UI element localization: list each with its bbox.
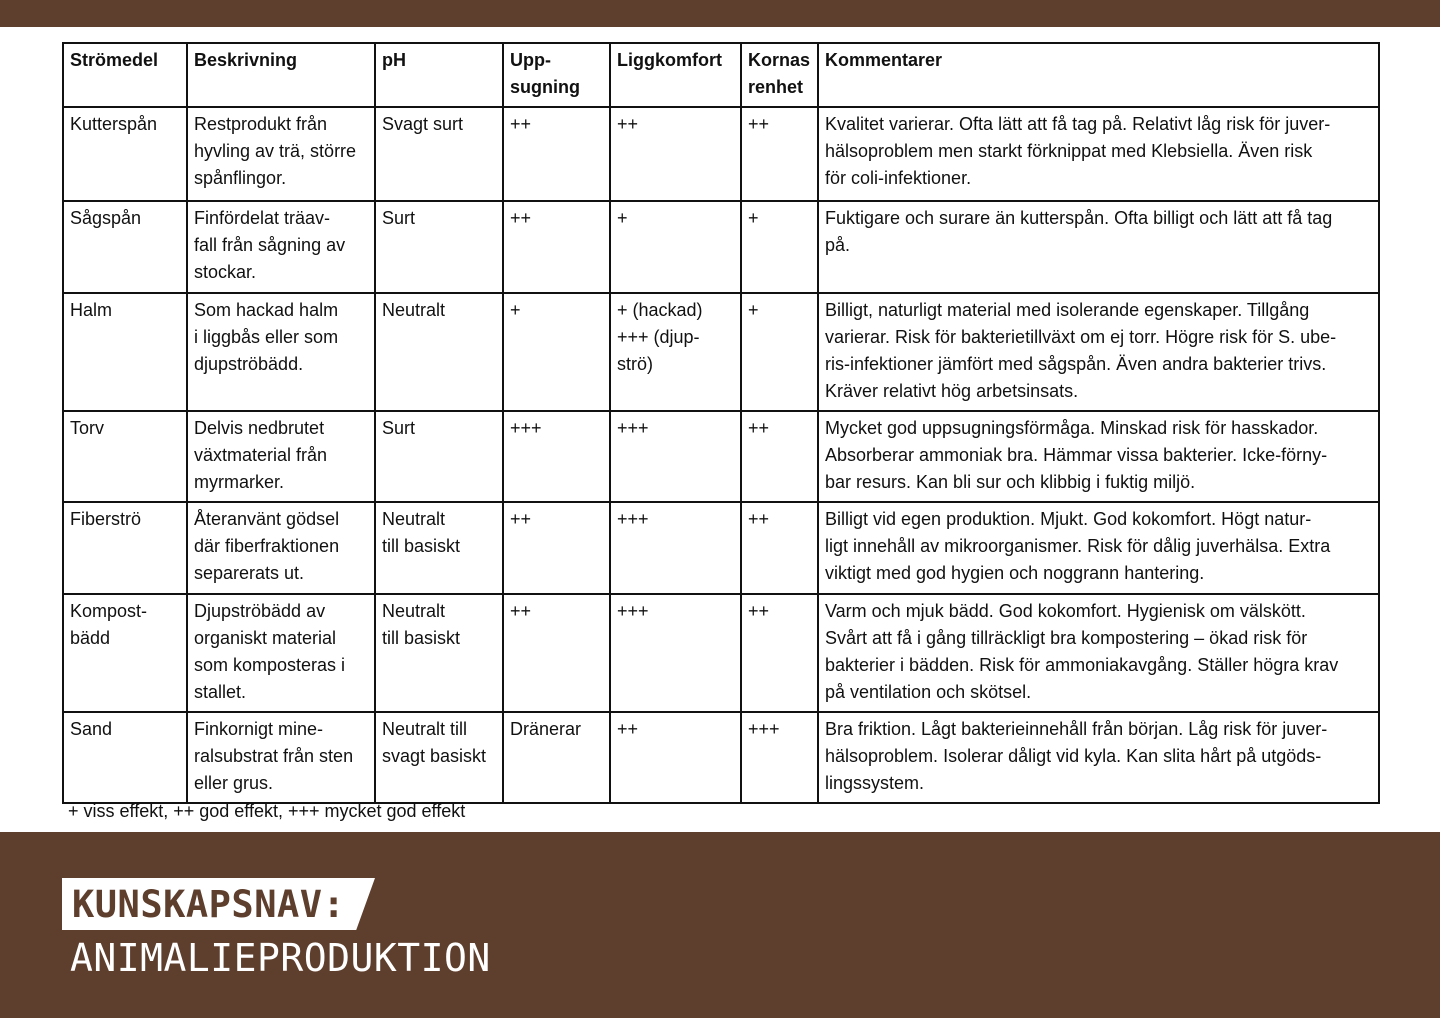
cell-kommentarer: Billigt, naturligt material med isolerande egenskaper. Tillgång varierar. Risk för bakterietillväxt om ej torr. Högre risk för S. ube- ris-infektioner jämfört med sågspån. Även andra bakterier trivs. Kräver relativt hög arbetsinsats. bbox=[818, 293, 1379, 411]
cell-beskrivning: Finfördelat träav- fall från sågning av stockar. bbox=[187, 201, 375, 293]
cell-kommentarer: Varm och mjuk bädd. God kokomfort. Hygienisk om välskött. Svårt att få i gång tillräckligt bra kompostering – ökad risk för bakterier i bädden. Risk för ammoniakavgång. Ställer högra krav på ventilation och skötsel. bbox=[818, 594, 1379, 712]
cell-liggkomfort: + bbox=[610, 201, 741, 293]
cell-kornas-renhet: + bbox=[741, 201, 818, 293]
cell-stromedel: Halm bbox=[63, 293, 187, 411]
cell-kommentarer: Mycket god uppsugningsförmåga. Minskad risk för hasskador. Absorberar ammoniak bra. Hämmar vissa bakterier. Icke-förny- bar resurs. Kan bli sur och klibbig i fuktig miljö. bbox=[818, 411, 1379, 502]
cell-stromedel: Torv bbox=[63, 411, 187, 502]
cell-kornas-renhet: ++ bbox=[741, 594, 818, 712]
cell-liggkomfort: +++ bbox=[610, 411, 741, 502]
table-header-row bbox=[63, 43, 1379, 107]
header-beskrivning: Beskrivning bbox=[187, 43, 375, 107]
cell-beskrivning: Finkornigt mine- ralsubstrat från sten eller grus. bbox=[187, 712, 375, 803]
brand-subtitle: ANIMALIEPRODUKTION bbox=[70, 936, 491, 980]
cell-kornas-renhet: ++ bbox=[741, 107, 818, 201]
cell-stromedel: Kutterspån bbox=[63, 107, 187, 201]
cell-uppsugning: ++ bbox=[503, 594, 610, 712]
cell-uppsugning: ++ bbox=[503, 502, 610, 594]
table-row bbox=[63, 594, 1379, 712]
cell-uppsugning: +++ bbox=[503, 411, 610, 502]
cell-liggkomfort: +++ bbox=[610, 502, 741, 594]
header-ph: pH bbox=[375, 43, 503, 107]
header-uppsugning: Upp- sugning bbox=[503, 43, 610, 107]
cell-kornas-renhet: + bbox=[741, 293, 818, 411]
cell-kommentarer: Kvalitet varierar. Ofta lätt att få tag på. Relativt låg risk för juver- hälsoproblem men starkt förknippat med Klebsiella. Även risk för coli-infektioner. bbox=[818, 107, 1379, 201]
cell-ph: Neutralt bbox=[375, 293, 503, 411]
cell-kornas-renhet: ++ bbox=[741, 411, 818, 502]
cell-kornas-renhet: +++ bbox=[741, 712, 818, 803]
table-row bbox=[63, 201, 1379, 293]
table-row bbox=[63, 107, 1379, 201]
cell-stromedel: Sågspån bbox=[63, 201, 187, 293]
cell-kommentarer: Fuktigare och surare än kutterspån. Ofta billigt och lätt att få tag på. bbox=[818, 201, 1379, 293]
header-kornas-renhet: Kornas renhet bbox=[741, 43, 818, 107]
table-row bbox=[63, 411, 1379, 502]
cell-beskrivning: Djupströbädd av organiskt material som komposteras i stallet. bbox=[187, 594, 375, 712]
cell-ph: Svagt surt bbox=[375, 107, 503, 201]
cell-ph: Surt bbox=[375, 201, 503, 293]
header-liggkomfort: Liggkomfort bbox=[610, 43, 741, 107]
cell-kommentarer: Bra friktion. Lågt bakterieinnehåll från början. Låg risk för juver- hälsoproblem. Isolerar dåligt vid kyla. Kan slita hårt på utgöds- lingssystem. bbox=[818, 712, 1379, 803]
cell-liggkomfort: + (hackad) +++ (djup- strö) bbox=[610, 293, 741, 411]
legend-note: + viss effekt, ++ god effekt, +++ mycket god effekt bbox=[68, 801, 466, 821]
cell-ph: Surt bbox=[375, 411, 503, 502]
top-brown-bar bbox=[0, 0, 1440, 27]
cell-beskrivning: Delvis nedbrutet växtmaterial från myrmarker. bbox=[187, 411, 375, 502]
cell-uppsugning: ++ bbox=[503, 107, 610, 201]
cell-ph: Neutralt till svagt basiskt bbox=[375, 712, 503, 803]
header-stromedel: Strömedel bbox=[63, 43, 187, 107]
cell-liggkomfort: +++ bbox=[610, 594, 741, 712]
table-row bbox=[63, 293, 1379, 411]
cell-stromedel: Fiberströ bbox=[63, 502, 187, 594]
bedding-materials-table bbox=[62, 42, 1380, 804]
cell-stromedel: Sand bbox=[63, 712, 187, 803]
cell-liggkomfort: ++ bbox=[610, 107, 741, 201]
header-kommentarer: Kommentarer bbox=[818, 43, 1379, 107]
cell-kornas-renhet: ++ bbox=[741, 502, 818, 594]
cell-beskrivning: Som hackad halm i liggbås eller som djupströbädd. bbox=[187, 293, 375, 411]
cell-ph: Neutralt till basiskt bbox=[375, 594, 503, 712]
cell-liggkomfort: ++ bbox=[610, 712, 741, 803]
cell-uppsugning: + bbox=[503, 293, 610, 411]
cell-kommentarer: Billigt vid egen produktion. Mjukt. God kokomfort. Högt natur- ligt innehåll av mikroorganismer. Risk för dålig juverhälsa. Extra viktigt med god hygien och noggrann hantering. bbox=[818, 502, 1379, 594]
cell-beskrivning: Restprodukt från hyvling av trä, större spånflingor. bbox=[187, 107, 375, 201]
brand-title: KUNSKAPSNAV: bbox=[72, 883, 346, 926]
cell-beskrivning: Återanvänt gödsel där fiberfraktionen separerats ut. bbox=[187, 502, 375, 594]
cell-ph: Neutralt till basiskt bbox=[375, 502, 503, 594]
table-row bbox=[63, 502, 1379, 594]
table-row bbox=[63, 712, 1379, 803]
cell-uppsugning: ++ bbox=[503, 201, 610, 293]
cell-uppsugning: Dränerar bbox=[503, 712, 610, 803]
cell-stromedel: Kompost- bädd bbox=[63, 594, 187, 712]
